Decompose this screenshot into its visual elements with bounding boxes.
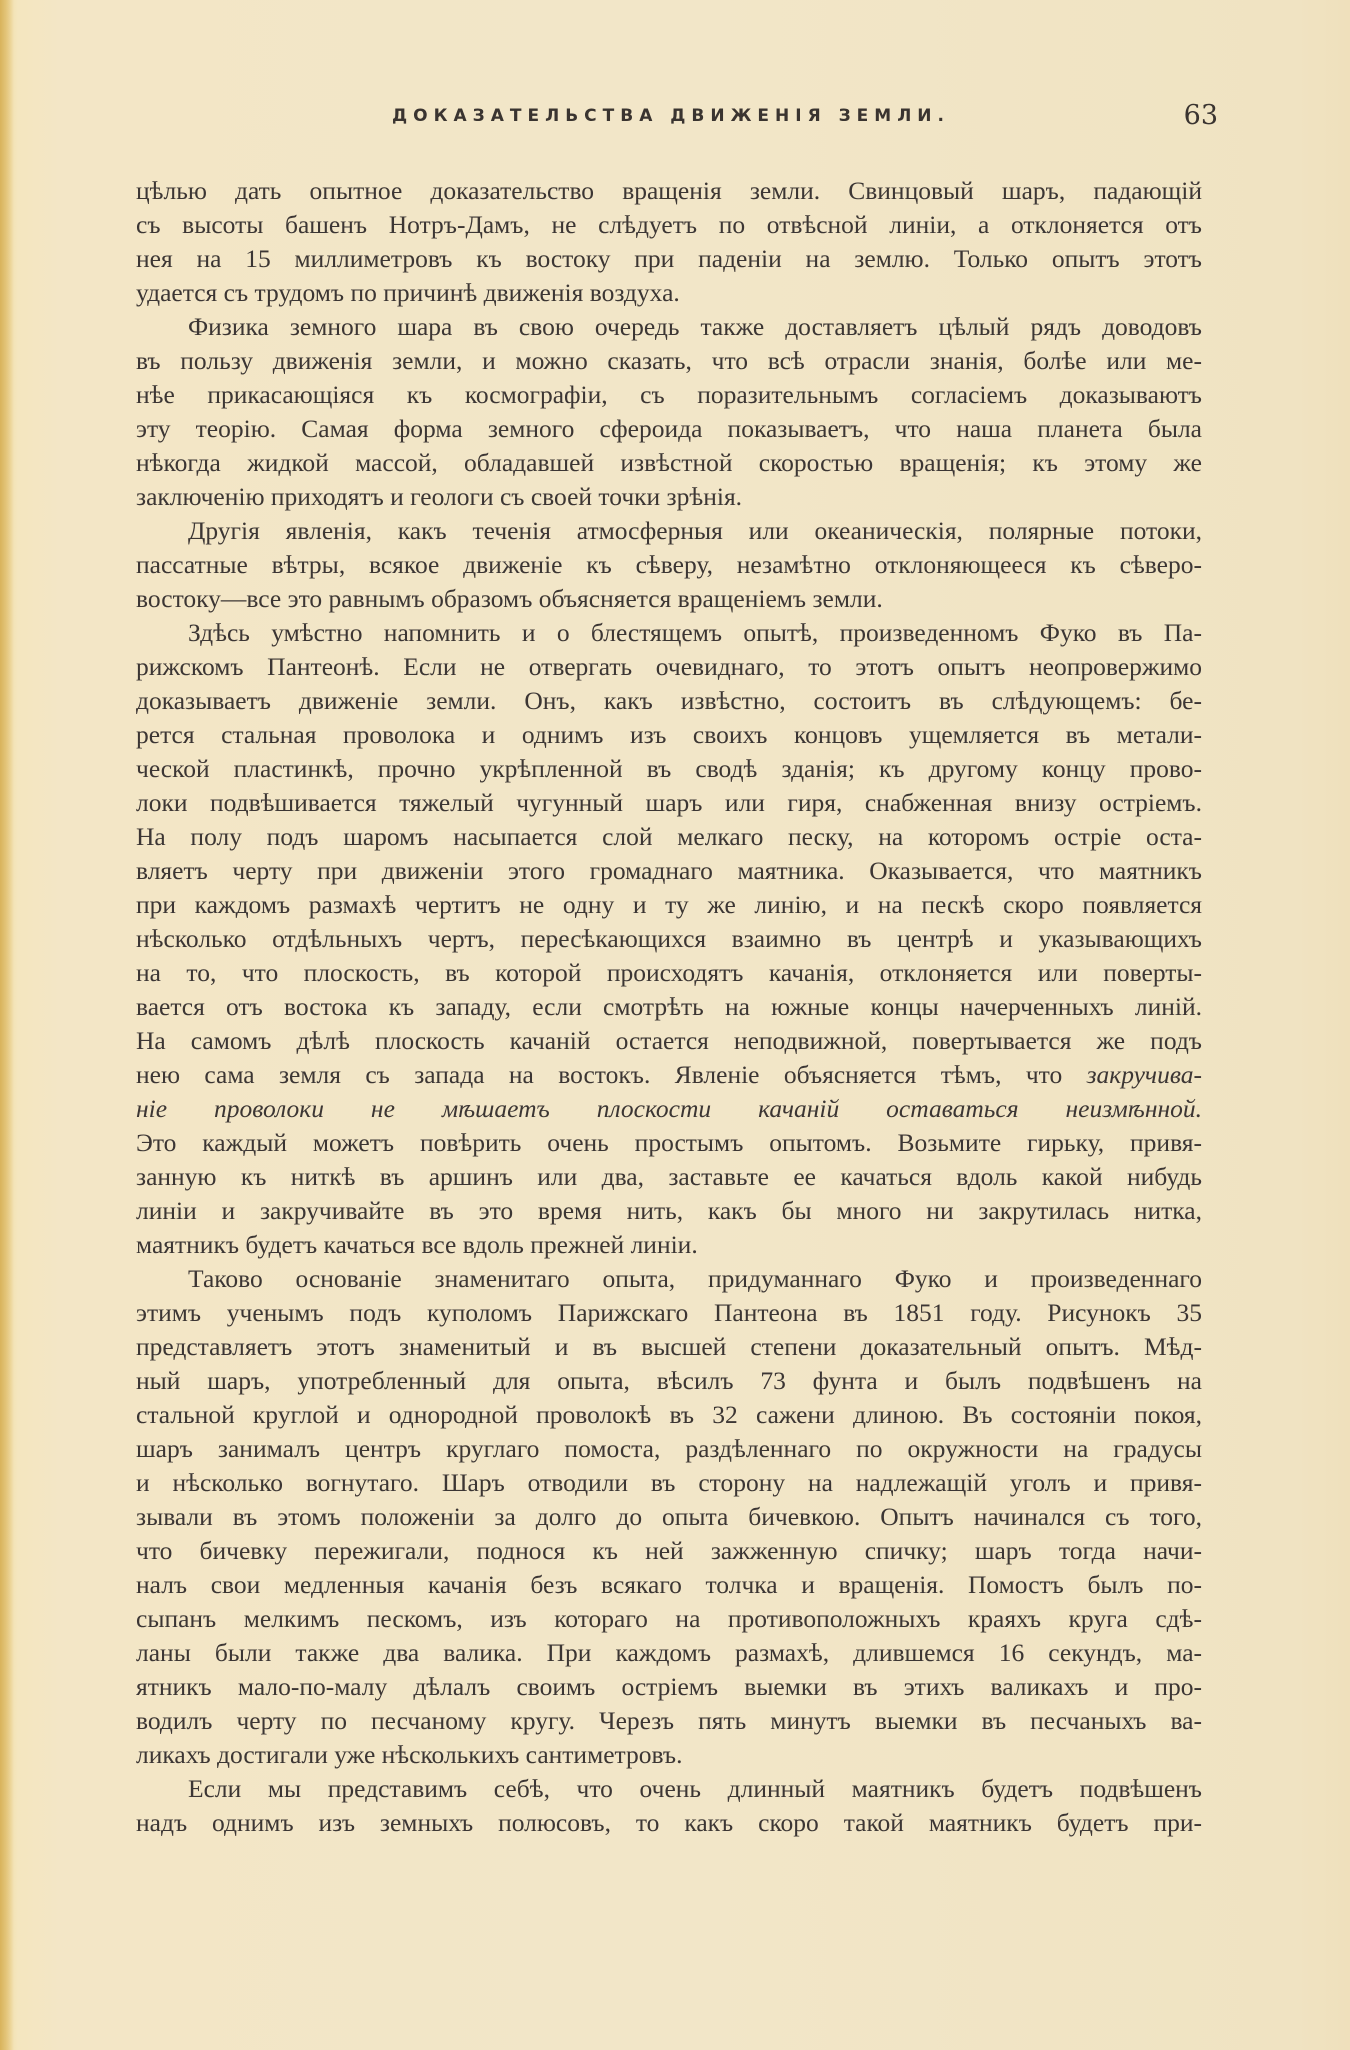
italic-text-line: ніе проволоки не мѣшаетъ плоскости качаній оставаться неизмѣнной.: [136, 1094, 1202, 1123]
text-line: нѣсколько отдѣльныхъ чертъ, пересѣкающихся взаимно въ центрѣ и указывающихъ: [136, 924, 1202, 953]
text-line: цѣлью дать опытное доказательство вращенія земли. Свинцовый шаръ, падающій: [136, 176, 1202, 205]
italic-fragment: закручива-: [1086, 1060, 1202, 1089]
text-line: рижскомъ Пантеонѣ. Если не отвергать очевиднаго, то этотъ опытъ неопровержимо: [136, 652, 1202, 681]
text-line: этимъ ученымъ подъ куполомъ Парижскаго Пантеона въ 1851 году. Рисунокъ 35: [136, 1298, 1202, 1327]
text-line: въ пользу движенія земли, и можно сказать, что всѣ отрасли знанія, болѣе или ме-: [136, 346, 1202, 375]
text-line: при каждомъ размахѣ чертитъ не одну и ту же линію, и на пескѣ скоро появляется: [136, 890, 1202, 919]
text-line: линіи и закручивайте въ это время нить, какъ бы много ни закрутилась нитка,: [136, 1196, 1202, 1225]
text-line: ятникъ мало-по-малу дѣлалъ своимъ остріемъ выемки въ этихъ валикахъ и про-: [136, 1672, 1202, 1701]
text-line: занную къ ниткѣ въ аршинъ или два, заставьте ее качаться вдоль какой нибудь: [136, 1162, 1202, 1191]
text-line: ческой пластинкѣ, прочно укрѣпленной въ сводѣ зданія; къ другому концу прово-: [136, 754, 1202, 783]
text-line: ликахъ достигали уже нѣсколькихъ сантиметровъ.: [136, 1740, 683, 1769]
text-line: что бичевку пережигали, поднося къ ней зажженную спичку; шаръ тогда начи-: [136, 1536, 1202, 1565]
text-line: нѣе прикасающіяся къ космографіи, съ поразительнымъ согласіемъ доказываютъ: [136, 380, 1202, 409]
text-line: Если мы представимъ себѣ, что очень длинный маятникъ будетъ подвѣшенъ: [188, 1774, 1202, 1803]
binding-edge: [0, 0, 14, 2050]
text-line-mixed: [136, 1058, 1202, 1092]
text-line: Другія явленія, какъ теченія атмосферныя или океаническія, полярные потоки,: [188, 516, 1202, 545]
text-line: Таково основаніе знаменитаго опыта, придуманнаго Фуко и произведеннаго: [188, 1264, 1202, 1293]
text-line: удается съ трудомъ по причинѣ движенія воздуха.: [136, 278, 680, 307]
page-number: 63: [1183, 100, 1218, 131]
text-line: ный шаръ, употребленный для опыта, вѣсилъ 73 фунта и былъ подвѣшенъ на: [136, 1366, 1202, 1395]
text-line: и нѣсколько вогнутаго. Шаръ отводили въ сторону на надлежащій уголъ и привя-: [136, 1468, 1202, 1497]
text-line: представляетъ этотъ знаменитый и въ высшей степени доказательный опытъ. Мѣд-: [136, 1332, 1202, 1361]
running-title: ДОКАЗАТЕЛЬСТВА ДВИЖЕНІЯ ЗЕМЛИ.: [392, 106, 950, 126]
text-line: водилъ черту по песчаному кругу. Черезъ пять минутъ выемки въ песчаныхъ ва-: [136, 1706, 1202, 1735]
text-line: На самомъ дѣлѣ плоскость качаній остается неподвижной, повертывается же подъ: [136, 1026, 1202, 1055]
text-line: сыпанъ мелкимъ пескомъ, изъ котораго на противоположныхъ краяхъ круга сдѣ-: [136, 1604, 1202, 1633]
text-line: стальной круглой и однородной проволокѣ въ 32 сажени длиною. Въ состояніи покоя,: [136, 1400, 1202, 1429]
text-line: эту теорію. Самая форма земного сфероида показываетъ, что наша планета была: [136, 414, 1202, 443]
text-line: рется стальная проволока и однимъ изъ своихъ концовъ ущемляется въ метали-: [136, 720, 1202, 749]
text-line: вляетъ черту при движеніи этого громаднаго маятника. Оказывается, что маятникъ: [136, 856, 1202, 885]
text-line: локи подвѣшивается тяжелый чугунный шаръ или гиря, снабженная внизу остріемъ.: [136, 788, 1202, 817]
text-line: вается отъ востока къ западу, если смотрѣть на южные концы начерченныхъ линій.: [136, 992, 1202, 1021]
text-line: Физика земного шара въ свою очередь также доставляетъ цѣлый рядъ доводовъ: [188, 312, 1202, 341]
text-line: пассатные вѣтры, всякое движеніе къ сѣверу, незамѣтно отклоняющееся къ сѣверо-: [136, 550, 1202, 579]
text-line: заключенію приходятъ и геологи съ своей точки зрѣнія.: [136, 482, 743, 511]
text-line: зывали въ этомъ положеніи за долго до опыта бичевкою. Опытъ начинался съ того,: [136, 1502, 1202, 1531]
text-line: надъ однимъ изъ земныхъ полюсовъ, то какъ скоро такой маятникъ будетъ при-: [136, 1808, 1202, 1837]
text-line: нея на 15 миллиметровъ къ востоку при паденіи на землю. Только опытъ этотъ: [136, 244, 1202, 273]
text-line: Это каждый можетъ повѣрить очень простымъ опытомъ. Возьмите гирьку, привя-: [136, 1128, 1202, 1157]
text-line: съ высоты башенъ Нотръ-Дамъ, не слѣдуетъ по отвѣсной линіи, а отклоняется отъ: [136, 210, 1202, 239]
text-line: шаръ занималъ центръ круглаго помоста, раздѣленнаго по окружности на градусы: [136, 1434, 1202, 1463]
text-line: нѣкогда жидкой массой, обладавшей извѣстной скоростью вращенія; къ этому же: [136, 448, 1202, 477]
text-line: Здѣсь умѣстно напомнить и о блестящемъ опытѣ, произведенномъ Фуко въ Па-: [188, 618, 1202, 647]
running-head: [140, 100, 1218, 140]
body-text: [136, 174, 1202, 1840]
text-line: ланы были также два валика. При каждомъ размахѣ, длившемся 16 секундъ, ма-: [136, 1638, 1202, 1667]
text-line: На полу подъ шаромъ насыпается слой мелкаго песку, на которомъ остріе оста-: [136, 822, 1202, 851]
text-line: маятникъ будетъ качаться все вдоль прежней линіи.: [136, 1230, 698, 1259]
text-line: на то, что плоскость, въ которой происходятъ качанія, отклоняется или поверты-: [136, 958, 1202, 987]
text-fragment: нею сама земля съ запада на востокъ. Явленіе объясняется тѣмъ, что: [136, 1060, 1087, 1089]
text-line: налъ свои медленныя качанія безъ всякаго толчка и вращенія. Помостъ былъ по-: [136, 1570, 1202, 1599]
text-line: доказываетъ движеніе земли. Онъ, какъ извѣстно, состоитъ въ слѣдующемъ: бе-: [136, 686, 1202, 715]
text-line: востоку—все это равнымъ образомъ объясняется вращеніемъ земли.: [136, 584, 883, 613]
